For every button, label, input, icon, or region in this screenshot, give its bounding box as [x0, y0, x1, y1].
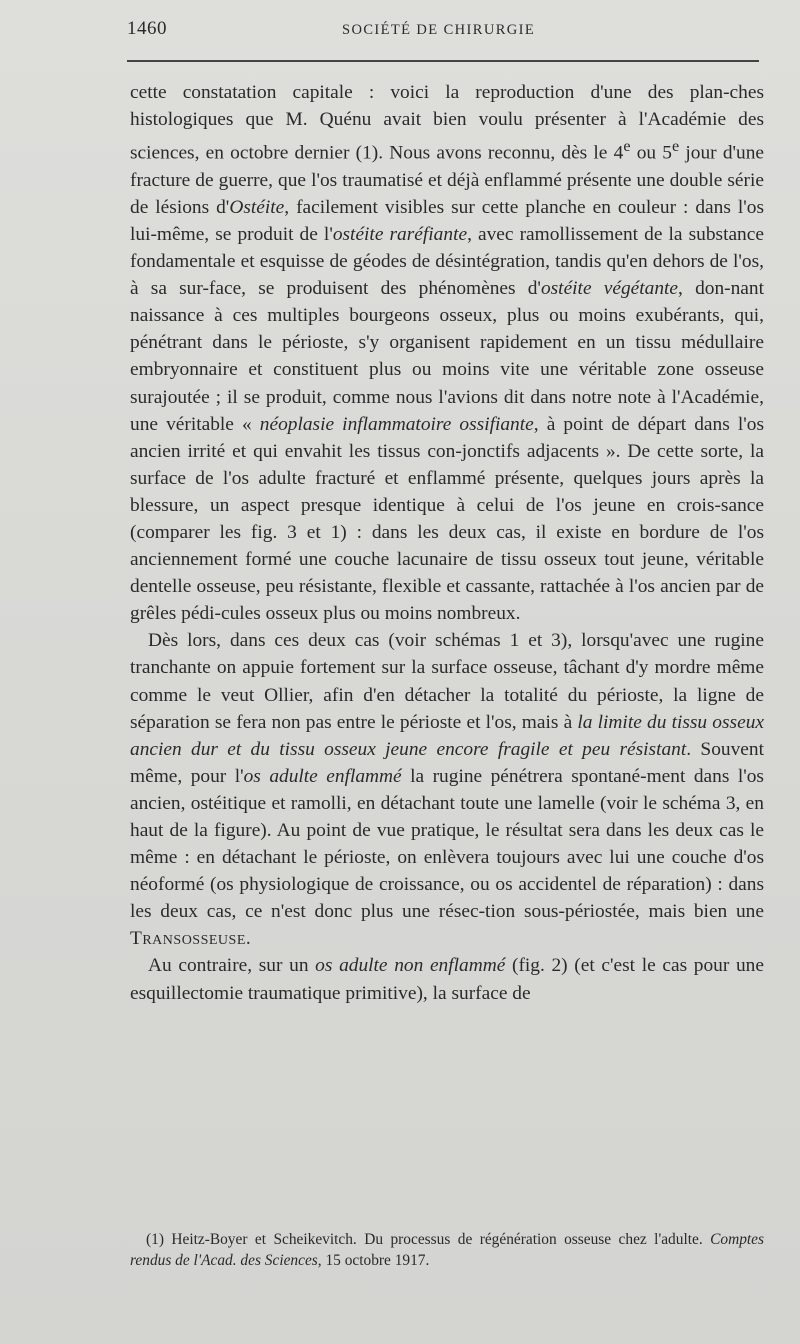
text-run: Au contraire, sur un	[148, 955, 316, 977]
italic-term: néoplasie inflammatoire ossifiante	[259, 413, 534, 435]
italic-term: ostéite végétante	[540, 278, 679, 300]
paragraph-1	[130, 79, 764, 627]
text-run: cette constatation capitale : voici la reproduction d'une des plan-ches histologiques que M. Quénu avait bien voulu présenter à l'Académie des sciences, en octobre dernier (1). Nous avons reconnu, dès le 4	[130, 82, 764, 164]
superscript: e	[623, 138, 631, 156]
text-run: , 15 octobre 1917.	[317, 1252, 430, 1269]
page-number: 1460	[127, 18, 167, 39]
running-head: SOCIÉTÉ DE CHIRURGIE	[342, 22, 536, 38]
italic-term: Ostéite	[229, 196, 285, 218]
text-run: la rugine pénétrera spontané-ment dans l'os ancien, ostéitique et ramolli, en détachant toute une lamelle (voir le schéma 3, en haut de la figure). Au point de vue pratique, le résultat sera dans les deux cas le même : en détachant le périoste, on enlèvera toujours avec lui une couche d'os néoformé (os physiologique de croissance, ou os accidentel de réparation) : dans les deux cas, ce n'est donc plus une résec-tion sous-périostée, mais bien une	[130, 765, 764, 923]
paragraph-2	[130, 627, 764, 952]
text-run: (fig. 2) (et c'est le cas pour une esquillectomie traumatique primitive), la surface de	[130, 955, 764, 1004]
text-run: Dès lors, dans ces deux cas (voir schémas 1 et 3), lorsqu'avec une rugine tranchante on appuie fortement sur la surface osseuse, tâchant d'y mordre même comme le veut Ollier, afin d'en détacher la totalité du périoste, la ligne de séparation se fera non pas entre le périoste et l'os, mais à	[130, 630, 764, 733]
text-run: , avec ramollissement de la substance fondamentale et esquisse de géodes de désintégration, tandis qu'en dehors de l'os, à sa sur-face, se produisent des phénomènes d'	[130, 223, 764, 300]
text-run: (1) Heitz-Boyer et Scheikevitch. Du processus de régénération osseuse chez l'adulte.	[146, 1231, 711, 1248]
paragraph-3	[130, 952, 764, 1006]
text-run: .	[245, 928, 251, 950]
body-text	[130, 79, 764, 1007]
text-run: , à point de départ dans l'os ancien irrité et qui envahit les tissus con-jonctifs adjacents ». De cette sorte, la surface de l'os adulte fracturé et enflammé présente, quelques jours après la blessure, un aspect presque identique à celui de l'os jeune en crois-sance (comparer les fig. 3 et 1) : dans les deux cas, il existe en bordure de l'os anciennement formé une couche lacunaire de tissu osseux tout jeune, véritable dentelle osseuse, peu résistante, flexible et cassante, rattachée à l'os ancien par de grêles pédi-cules osseux plus ou moins nombreux.	[130, 413, 764, 625]
small-caps-term: Transosseuse	[130, 928, 246, 950]
text-run: ou 5	[630, 142, 672, 164]
italic-term: os adulte enflammé	[243, 765, 402, 787]
text-run: , don-nant naissance à ces multiples bourgeons osseux, plus ou moins exubérants, qui, pénétrant dans le périoste, s'y organisent rapidement en un tissu médullaire embryonnaire et constituent plus ou moins vite une véritable zone osseuse surajoutée ; il se produit, comme nous l'avions dit dans notre note à l'Académie, une véritable «	[130, 278, 764, 435]
italic-citation: Comptes rendus de l'Acad. des Sciences	[130, 1231, 764, 1269]
text-run: , facilement visibles sur cette planche en couleur : dans l'os lui-même, se produit de l'	[130, 196, 764, 245]
superscript: e	[672, 138, 680, 156]
text-run: . Souvent même, pour l'	[130, 738, 764, 787]
header-rule	[127, 60, 759, 62]
page-header	[127, 18, 759, 42]
text-run: jour d'une fracture de guerre, que l'os traumatisé et déjà enflammé présente une double série de lésions d'	[130, 142, 765, 218]
italic-term: la limite du tissu osseux ancien dur et du tissu osseux jeune encore fragile et peu résistant	[130, 711, 765, 760]
italic-term: ostéite raréfiante	[332, 223, 468, 245]
italic-term: os adulte non enflammé	[315, 955, 506, 977]
footnote	[130, 1229, 764, 1271]
